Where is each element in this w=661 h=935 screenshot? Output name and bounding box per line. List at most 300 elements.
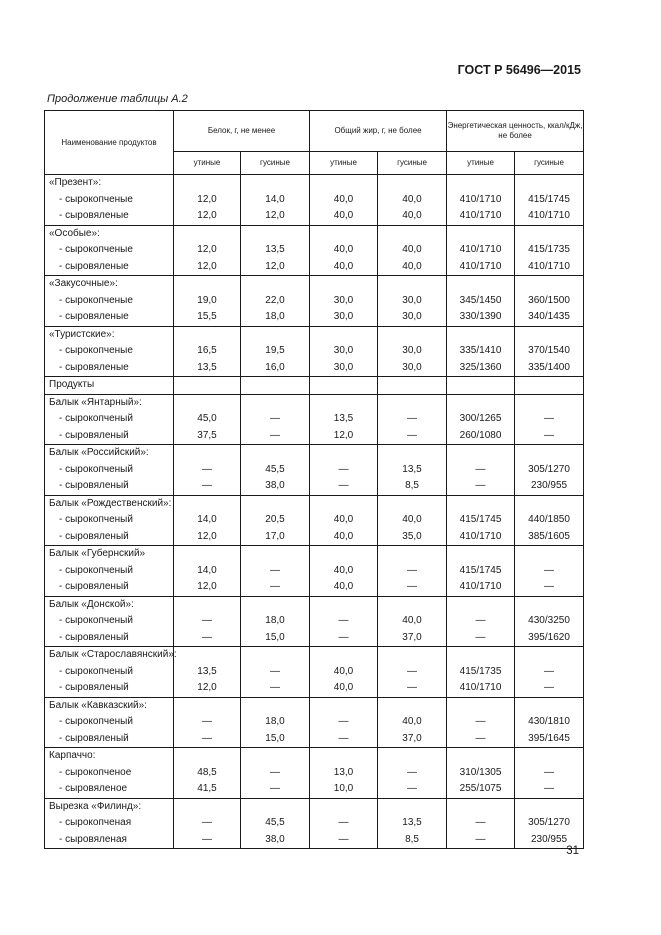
value: 13,5 [197, 361, 217, 373]
value-cell [378, 748, 447, 799]
product-variant: - сыровяленый [59, 732, 129, 744]
value: 20,5 [265, 514, 285, 525]
table-caption: Продолжение таблицы А.2 [47, 93, 188, 105]
section-title: «Туристские»: [49, 328, 115, 340]
value: 410/1710 [459, 193, 502, 205]
value: 12,0 [197, 260, 217, 272]
subheader-duck: утиные [174, 152, 241, 175]
value: 410/1710 [528, 260, 570, 272]
value: 40,0 [402, 193, 422, 205]
value: 40,0 [333, 260, 354, 272]
value: 40,0 [333, 665, 354, 677]
value: 40,0 [333, 682, 354, 693]
value: — [407, 766, 418, 778]
value: 18,0 [265, 716, 285, 727]
value-cell [515, 798, 584, 849]
standard-number: ГОСТ Р 56496—2015 [457, 63, 581, 77]
value: 335/1400 [528, 361, 570, 373]
value: 415/1735 [459, 665, 502, 677]
value: 13,0 [333, 766, 354, 778]
value: 255/1075 [459, 783, 502, 794]
section-title: Продукты [49, 379, 95, 390]
product-name-cell [45, 798, 174, 849]
column-group-energy: Энергетическая ценность, ккал/кДж, не более [447, 111, 584, 152]
section-title: Балык «Янтарный»: [49, 396, 142, 408]
value: 14,0 [197, 514, 217, 525]
value-cell [310, 697, 378, 748]
value: 16,5 [197, 345, 217, 356]
value: — [202, 463, 212, 475]
value: 8,5 [405, 480, 419, 491]
value-cell [378, 377, 447, 395]
value: 22,0 [265, 294, 285, 306]
value-cell [378, 225, 447, 276]
value: 430/1810 [528, 716, 570, 727]
value-cell [515, 697, 584, 748]
value: 12,0 [197, 530, 217, 542]
value: 410/1710 [459, 581, 502, 592]
value: — [270, 766, 280, 778]
value: — [544, 564, 555, 576]
value: 440/1850 [528, 514, 570, 525]
value: 45,5 [265, 817, 285, 828]
table-section [45, 647, 584, 698]
value: 14,0 [197, 564, 217, 576]
product-variant: - сыровяленое [59, 783, 128, 794]
value-cell [174, 326, 241, 377]
value-cell [174, 175, 241, 226]
value-cell [241, 495, 310, 546]
value-cell [310, 495, 378, 546]
product-name-cell [45, 748, 174, 799]
value-cell [515, 647, 584, 698]
value-cell [241, 394, 310, 445]
value: 230/955 [530, 480, 568, 491]
table-header-row [45, 111, 584, 152]
value: 15,0 [265, 732, 285, 744]
value-cell [447, 697, 515, 748]
value: — [270, 682, 280, 693]
table-section [45, 798, 584, 849]
table-section [45, 495, 584, 546]
value: — [475, 615, 486, 626]
value: 12,0 [333, 429, 354, 441]
value: 12,0 [197, 581, 217, 592]
table-section [45, 394, 584, 445]
product-variant: - сыровяленые [59, 210, 129, 221]
value: 19,5 [265, 345, 285, 356]
value: 40,0 [333, 210, 354, 221]
section-title: Балык «Старославянский»: [49, 649, 177, 660]
value: — [270, 783, 280, 794]
product-variant: - сырокопченый [59, 413, 133, 424]
value-cell [174, 546, 241, 597]
value-cell [447, 495, 515, 546]
value: — [338, 716, 349, 727]
product-variant: - сырокопченые [59, 294, 133, 306]
value: 40,0 [402, 716, 422, 727]
product-variant: - сырокопченые [59, 244, 133, 255]
value-cell [174, 495, 241, 546]
value-cell [447, 596, 515, 647]
value-cell [515, 596, 584, 647]
value: 12,0 [265, 260, 285, 272]
value-cell [174, 394, 241, 445]
value-cell [515, 495, 584, 546]
value: 41,5 [197, 783, 217, 794]
value-cell [447, 546, 515, 597]
value: — [270, 581, 280, 592]
value-cell [515, 175, 584, 226]
value: 16,0 [265, 361, 285, 373]
value: — [475, 833, 486, 845]
product-name-cell [45, 225, 174, 276]
product-name-cell [45, 276, 174, 327]
value: — [407, 581, 418, 592]
section-title: Балык «Рождественский»: [49, 497, 172, 509]
nutrition-table [44, 110, 584, 849]
value: — [407, 783, 418, 794]
value: 45,5 [265, 463, 285, 475]
value: 415/1745 [528, 193, 570, 205]
value-cell [447, 225, 515, 276]
value: — [407, 413, 418, 424]
value: 30,0 [402, 294, 422, 306]
value: 15,0 [265, 631, 285, 643]
section-title: «Презент»: [49, 177, 102, 188]
product-name-cell [45, 596, 174, 647]
value: 40,0 [402, 615, 422, 626]
value: — [544, 783, 555, 794]
value-cell [174, 276, 241, 327]
value-cell [241, 647, 310, 698]
value: 13,5 [402, 817, 422, 828]
value-cell [310, 276, 378, 327]
value-cell [310, 798, 378, 849]
product-variant: - сыровяленая [59, 833, 127, 845]
value-cell [447, 276, 515, 327]
value-cell [378, 394, 447, 445]
value: 40,0 [333, 564, 354, 576]
value-cell [378, 596, 447, 647]
value-cell [515, 394, 584, 445]
value: 40,0 [333, 244, 354, 255]
subheader-goose: гусиные [378, 152, 447, 175]
product-variant: - сырокопченая [59, 817, 132, 828]
value-cell [447, 798, 515, 849]
value: 30,0 [333, 311, 354, 322]
table-body [45, 175, 584, 849]
value: 37,0 [402, 732, 422, 744]
value: 8,5 [405, 833, 419, 845]
value: 18,0 [265, 615, 285, 626]
value: — [202, 716, 212, 727]
value-cell [515, 748, 584, 799]
table-section [45, 445, 584, 496]
value: — [475, 716, 486, 727]
value: 340/1435 [528, 311, 570, 322]
value-cell [310, 596, 378, 647]
value: 335/1410 [459, 345, 502, 356]
value: — [407, 682, 418, 693]
table-section [45, 377, 584, 395]
value: 385/1605 [528, 530, 570, 542]
value: 35,0 [402, 530, 422, 542]
value-cell [310, 445, 378, 496]
value: 14,0 [265, 193, 285, 205]
value: — [475, 480, 486, 491]
value-cell [174, 377, 241, 395]
value: — [544, 429, 555, 441]
value: — [544, 581, 555, 592]
value: 415/1745 [459, 564, 502, 576]
value-cell [378, 798, 447, 849]
value: 415/1745 [459, 514, 502, 525]
value-cell [515, 445, 584, 496]
value-cell [174, 596, 241, 647]
product-variant: - сыровяленый [59, 429, 129, 441]
value-cell [241, 326, 310, 377]
value: 415/1735 [528, 244, 570, 255]
value: 410/1710 [459, 210, 502, 221]
value: — [338, 463, 349, 475]
value: 17,0 [265, 530, 285, 542]
value: 13,5 [197, 665, 217, 677]
value: 260/1080 [459, 429, 502, 441]
product-name-cell [45, 394, 174, 445]
value-cell [310, 748, 378, 799]
value: 40,0 [402, 244, 422, 255]
value-cell [310, 647, 378, 698]
column-header-name: Наименование продуктов [45, 111, 174, 175]
page-number: 31 [566, 845, 579, 857]
value-cell [378, 647, 447, 698]
value: — [544, 413, 555, 424]
value: 40,0 [333, 514, 354, 525]
value: 13,5 [265, 244, 285, 255]
value: 40,0 [333, 581, 354, 592]
value-cell [310, 377, 378, 395]
value: — [202, 817, 212, 828]
value-cell [515, 546, 584, 597]
value: 410/1710 [459, 260, 502, 272]
value: 13,5 [333, 413, 354, 424]
product-variant: - сырокопченый [59, 716, 133, 727]
table-section [45, 546, 584, 597]
value-cell [515, 326, 584, 377]
value-cell [515, 377, 584, 395]
value: 305/1270 [528, 463, 570, 475]
value-cell [515, 276, 584, 327]
value: 410/1710 [459, 244, 502, 255]
value: 12,0 [197, 193, 217, 205]
product-variant: - сырокопченый [59, 463, 133, 475]
value: — [270, 564, 280, 576]
section-title: Карпаччо: [49, 750, 96, 761]
value-cell [241, 697, 310, 748]
value-cell [378, 326, 447, 377]
product-variant: - сырокопченый [59, 564, 133, 576]
value: 40,0 [333, 530, 354, 542]
column-group-fat: Общий жир, г, не более [310, 111, 447, 152]
value-cell [515, 225, 584, 276]
section-title: Балык «Кавказский»: [49, 699, 147, 711]
value: — [202, 833, 212, 845]
product-name-cell [45, 175, 174, 226]
product-variant: - сырокопченые [59, 345, 133, 356]
value-cell [447, 326, 515, 377]
value: 310/1305 [459, 766, 502, 778]
product-variant: - сырокопченый [59, 514, 133, 525]
value: 395/1645 [528, 732, 570, 744]
value-cell [378, 546, 447, 597]
value: 10,0 [333, 783, 354, 794]
table-section [45, 697, 584, 748]
value-cell [310, 326, 378, 377]
value-cell [174, 445, 241, 496]
value: 12,0 [197, 244, 217, 255]
value-cell [174, 225, 241, 276]
table-section [45, 225, 584, 276]
product-variant: - сыровяленый [59, 530, 129, 542]
product-name-cell [45, 546, 174, 597]
value-cell [174, 748, 241, 799]
section-title: «Закусочные»: [49, 278, 118, 289]
value: 360/1500 [528, 294, 570, 306]
value: 37,0 [402, 631, 422, 643]
value: 305/1270 [528, 817, 570, 828]
value: 45,0 [197, 413, 217, 424]
value: 410/1710 [528, 210, 570, 221]
value-cell [447, 647, 515, 698]
value-cell [447, 377, 515, 395]
section-title: Балык «Донской»: [49, 598, 134, 610]
value: — [202, 732, 212, 744]
value: 410/1710 [459, 530, 502, 542]
value: — [475, 817, 486, 828]
value: 40,0 [402, 260, 422, 272]
value: 18,0 [265, 311, 285, 322]
value-cell [447, 175, 515, 226]
product-variant: - сыровяленый [59, 480, 129, 491]
subheader-duck: утиные [447, 152, 515, 175]
value: 30,0 [333, 345, 354, 356]
product-variant: - сырокопченое [59, 766, 132, 778]
value-cell [174, 798, 241, 849]
value: — [270, 413, 280, 424]
value: — [202, 480, 212, 491]
value-cell [241, 798, 310, 849]
value-cell [241, 377, 310, 395]
value-cell [378, 445, 447, 496]
value-cell [241, 445, 310, 496]
value: — [475, 463, 486, 475]
product-name-cell [45, 647, 177, 698]
product-name-cell [45, 495, 174, 546]
value-cell [447, 748, 515, 799]
section-title: Балык «Российский»: [49, 447, 149, 458]
value-cell [378, 495, 447, 546]
value: 30,0 [402, 345, 422, 356]
value: — [407, 429, 418, 441]
value: 12,0 [265, 210, 285, 221]
value-cell [310, 546, 378, 597]
subheader-goose: гусиные [241, 152, 310, 175]
value: 38,0 [265, 833, 285, 845]
section-title: Балык «Губернский» [49, 548, 146, 559]
value-cell [174, 647, 241, 698]
table-section [45, 326, 584, 377]
value: 230/955 [530, 833, 568, 845]
value-cell [378, 175, 447, 226]
value: 40,0 [402, 210, 422, 221]
column-group-protein: Белок, г, не менее [174, 111, 310, 152]
value: 330/1390 [459, 311, 502, 322]
value-cell [241, 175, 310, 226]
table-section [45, 175, 584, 226]
product-name-cell [45, 326, 174, 377]
value: 15,5 [197, 311, 217, 322]
value: — [338, 732, 349, 744]
table-section [45, 596, 584, 647]
product-name-cell [45, 445, 174, 496]
value: 12,0 [197, 210, 217, 221]
value: — [544, 682, 555, 693]
product-name-cell [45, 697, 174, 748]
value-cell [447, 394, 515, 445]
value: — [407, 665, 418, 677]
value: 410/1710 [459, 682, 502, 693]
value: — [338, 833, 349, 845]
value-cell [174, 697, 241, 748]
value: 30,0 [333, 294, 354, 306]
value-cell [447, 445, 515, 496]
value: — [202, 615, 212, 626]
value: — [270, 665, 280, 677]
product-variant: - сыровяленые [59, 260, 129, 272]
value-cell [378, 697, 447, 748]
value-cell [241, 276, 310, 327]
subheader-goose: гусиные [515, 152, 584, 175]
table-section [45, 276, 584, 327]
value: — [544, 766, 555, 778]
value: — [544, 665, 555, 677]
value: — [202, 631, 212, 643]
value: — [338, 817, 349, 828]
value: 40,0 [333, 193, 354, 205]
value-cell [310, 225, 378, 276]
value: 37,5 [197, 429, 217, 441]
value: — [407, 564, 418, 576]
value: 12,0 [197, 682, 217, 693]
product-variant: - сыровяленый [59, 682, 129, 693]
product-name-cell [45, 377, 174, 395]
value: — [475, 732, 486, 744]
value: 13,5 [402, 463, 422, 475]
product-variant: - сырокопченые [59, 193, 133, 205]
subheader-duck: утиные [310, 152, 378, 175]
product-variant: - сыровяленые [59, 311, 129, 322]
value: 325/1360 [459, 361, 502, 373]
product-variant: - сырокопченый [59, 615, 133, 626]
value: 395/1620 [528, 631, 570, 643]
table-section [45, 748, 584, 799]
value-cell [310, 394, 378, 445]
product-variant: - сырокопченый [59, 665, 133, 677]
value-cell [378, 276, 447, 327]
value: 48,5 [197, 766, 217, 778]
value-cell [310, 175, 378, 226]
